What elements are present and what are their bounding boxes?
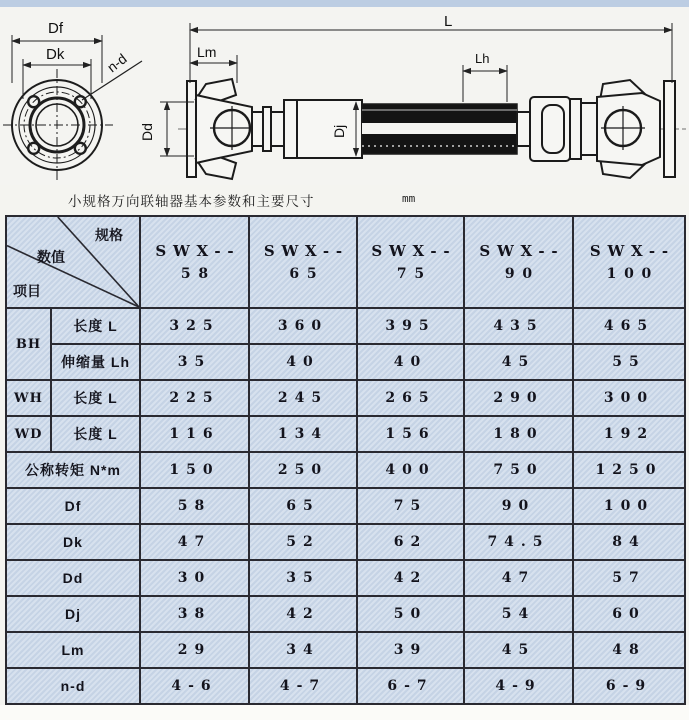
table-caption: 小规格万向联轴器基本参数和主要尺寸 [68,194,315,209]
value-cell: 100 [573,488,685,524]
l-label: L [444,13,453,30]
lh-dimension [463,65,507,102]
corner-label-spec: 规格 [95,227,123,243]
row-label-cell: Df [6,488,140,524]
table-row [6,524,685,560]
lh-label: Lh [475,51,490,66]
value-cell: 47 [464,560,573,596]
row-label-cell: 长度 L [51,416,140,452]
flange-end-view [3,69,113,183]
row-label-cell: Dk [6,524,140,560]
spec-table-wrap [5,215,684,704]
value-cell: 35 [140,344,249,380]
value-cell: 90 [464,488,573,524]
lm-label: Lm [197,44,217,60]
value-cell: 52 [249,524,357,560]
row-label-cell: 公称转矩 N*m [6,452,140,488]
table-row [6,668,685,704]
dk-label: Dk [46,46,65,63]
value-cell: 30 [140,560,249,596]
coupling-drawing [0,7,689,197]
value-cell: 192 [573,416,685,452]
value-cell: 360 [249,308,357,344]
row-group-cell: BH [6,308,51,380]
value-cell: 62 [357,524,464,560]
col-header-75: SWX-- 75 [357,216,464,308]
value-cell: 29 [140,632,249,668]
col-header-90: SWX-- 90 [464,216,573,308]
spec-table [5,215,686,705]
value-cell: 45 [464,632,573,668]
value-cell: 50 [357,596,464,632]
value-cell: 65 [249,488,357,524]
row-label-cell: Dd [6,560,140,596]
value-cell: 395 [357,308,464,344]
value-cell: 250 [249,452,357,488]
value-cell: 750 [464,452,573,488]
value-cell: 35 [249,560,357,596]
value-cell: 39 [357,632,464,668]
value-cell: 75 [357,488,464,524]
value-cell: 42 [249,596,357,632]
value-cell: 47 [140,524,249,560]
corner-label-value: 数值 [37,249,65,265]
col-header-100: SWX-- 100 [573,216,685,308]
nd-label: n-d [103,50,130,76]
value-cell: 245 [249,380,357,416]
dj-label: Dj [331,124,347,138]
value-cell: 40 [357,344,464,380]
value-cell: 4-6 [140,668,249,704]
value-cell: 225 [140,380,249,416]
value-cell: 55 [573,344,685,380]
row-group-cell: WD [6,416,51,452]
shaft-side-view [178,79,686,179]
table-row [6,488,685,524]
df-label: Df [48,20,63,37]
value-cell: 325 [140,308,249,344]
row-group-cell: WH [6,380,51,416]
table-row [6,380,685,416]
value-cell: 435 [464,308,573,344]
value-cell: 300 [573,380,685,416]
page-bottom-margin [0,705,689,720]
value-cell: 150 [140,452,249,488]
table-row [6,416,685,452]
row-label-cell: 长度 L [51,308,140,344]
corner-label-item: 项目 [13,283,41,299]
value-cell: 290 [464,380,573,416]
value-cell: 34 [249,632,357,668]
value-cell: 180 [464,416,573,452]
dd-label: Dd [139,123,155,141]
value-cell: 84 [573,524,685,560]
value-cell: 134 [249,416,357,452]
table-row [6,452,685,488]
row-label-cell: Dj [6,596,140,632]
value-cell: 45 [464,344,573,380]
col-header-58: SWX-- 58 [140,216,249,308]
table-row [6,344,685,380]
scan-edge-strip [0,0,689,7]
row-label-cell: n-d [6,668,140,704]
table-row [6,308,685,344]
value-cell: 1250 [573,452,685,488]
value-cell: 74.5 [464,524,573,560]
value-cell: 156 [357,416,464,452]
col-header-65: SWX-- 65 [249,216,357,308]
table-row [6,560,685,596]
value-cell: 116 [140,416,249,452]
table-row [6,632,685,668]
value-cell: 265 [357,380,464,416]
row-label-cell: 长度 L [51,380,140,416]
value-cell: 4-7 [249,668,357,704]
value-cell: 58 [140,488,249,524]
row-label-cell: Lm [6,632,140,668]
unit-label: mm [402,192,416,205]
value-cell: 465 [573,308,685,344]
l-dimension [190,23,672,83]
value-cell: 38 [140,596,249,632]
table-row [6,596,685,632]
row-label-cell: 伸缩量 Lh [51,344,140,380]
value-cell: 54 [464,596,573,632]
value-cell: 400 [357,452,464,488]
technical-drawing-area [0,7,689,185]
value-cell: 57 [573,560,685,596]
corner-header-cell [6,216,140,308]
value-cell: 42 [357,560,464,596]
value-cell: 40 [249,344,357,380]
value-cell: 48 [573,632,685,668]
caption-row [0,188,689,210]
value-cell: 6-7 [357,668,464,704]
value-cell: 60 [573,596,685,632]
value-cell: 4-9 [464,668,573,704]
corner-inner [7,217,139,307]
value-cell: 6-9 [573,668,685,704]
